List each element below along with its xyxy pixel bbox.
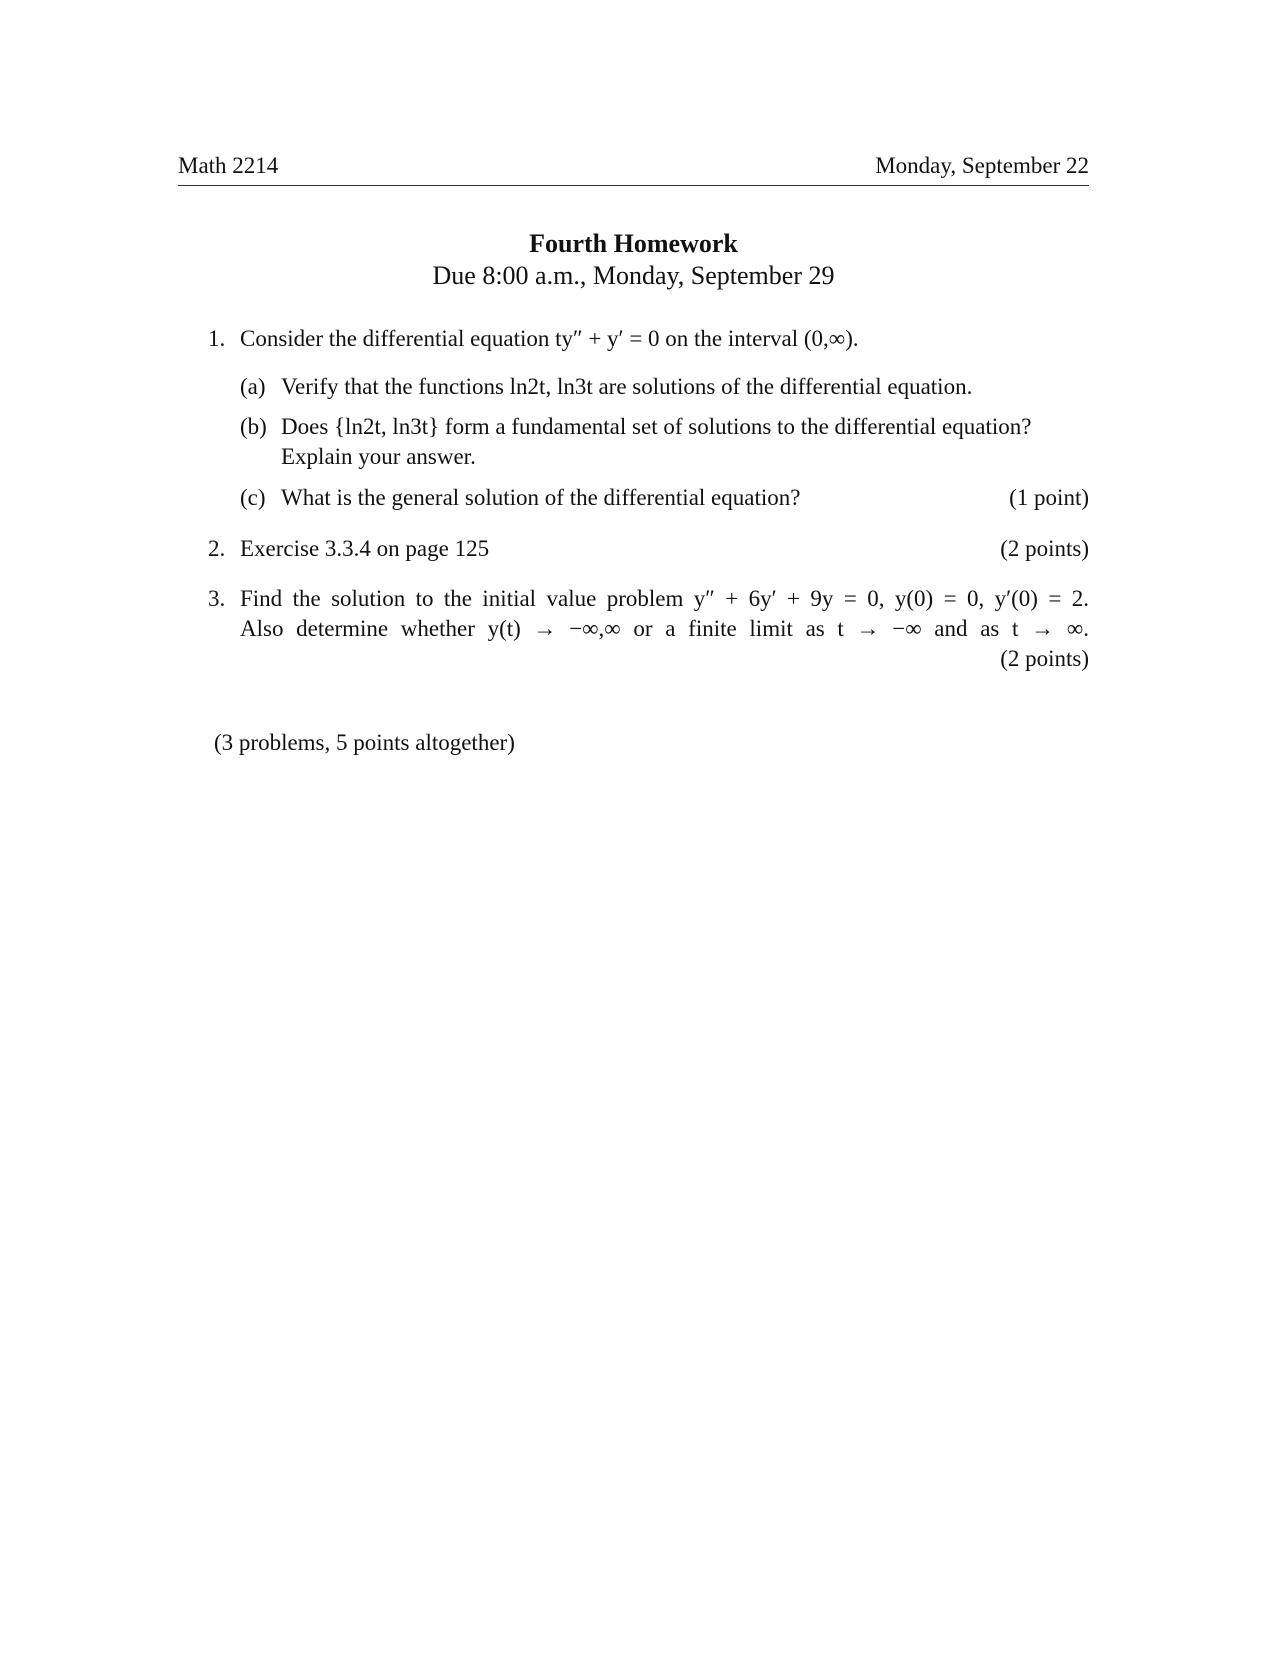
part-label: (a): [240, 374, 266, 399]
problem-text: Find the solution to the initial value problem y″ + 6y′ + 9y = 0, y(0) = 0, y′(0) = 2.: [240, 586, 1089, 611]
problem-1: [178, 324, 1089, 510]
problem-number: 3.: [208, 586, 226, 611]
title-block: [178, 228, 1089, 292]
part-text: What is the general solution of the differential equation?: [281, 485, 801, 510]
problem-number: 1.: [208, 326, 226, 351]
header-date: Monday, September 22: [875, 153, 1089, 178]
part-text-continued: Explain your answer.: [281, 444, 476, 469]
problem-number: 2.: [208, 536, 226, 561]
points-label: (2 points): [1000, 646, 1089, 671]
part-label: (b): [240, 414, 267, 439]
problem-3: [178, 584, 1089, 684]
course-name: Math 2214: [178, 153, 279, 178]
page-title: Fourth Homework: [529, 229, 738, 258]
points-label: (1 point): [1009, 485, 1089, 510]
page-header: [178, 151, 1089, 186]
part-label: (c): [240, 485, 266, 510]
problem-text-continued: Also determine whether y(t) → −∞,∞ or a finite limit as t → −∞ and as t → ∞.: [240, 616, 1089, 641]
due-date: Due 8:00 a.m., Monday, September 29: [432, 261, 835, 290]
problem-text: Consider the differential equation ty″ + y′ = 0 on the interval (0,∞).: [240, 326, 859, 351]
problem-2: [178, 534, 1089, 568]
problem-text: Exercise 3.3.4 on page 125: [240, 536, 490, 561]
part-text: Verify that the functions ln2t, ln3t are solutions of the differential equation.: [281, 374, 973, 399]
problem-summary: (3 problems, 5 points altogether): [214, 730, 515, 755]
part-text: Does {ln2t, ln3t} form a fundamental set of solutions to the differential equation?: [281, 414, 1032, 439]
points-label: (2 points): [1000, 536, 1089, 561]
